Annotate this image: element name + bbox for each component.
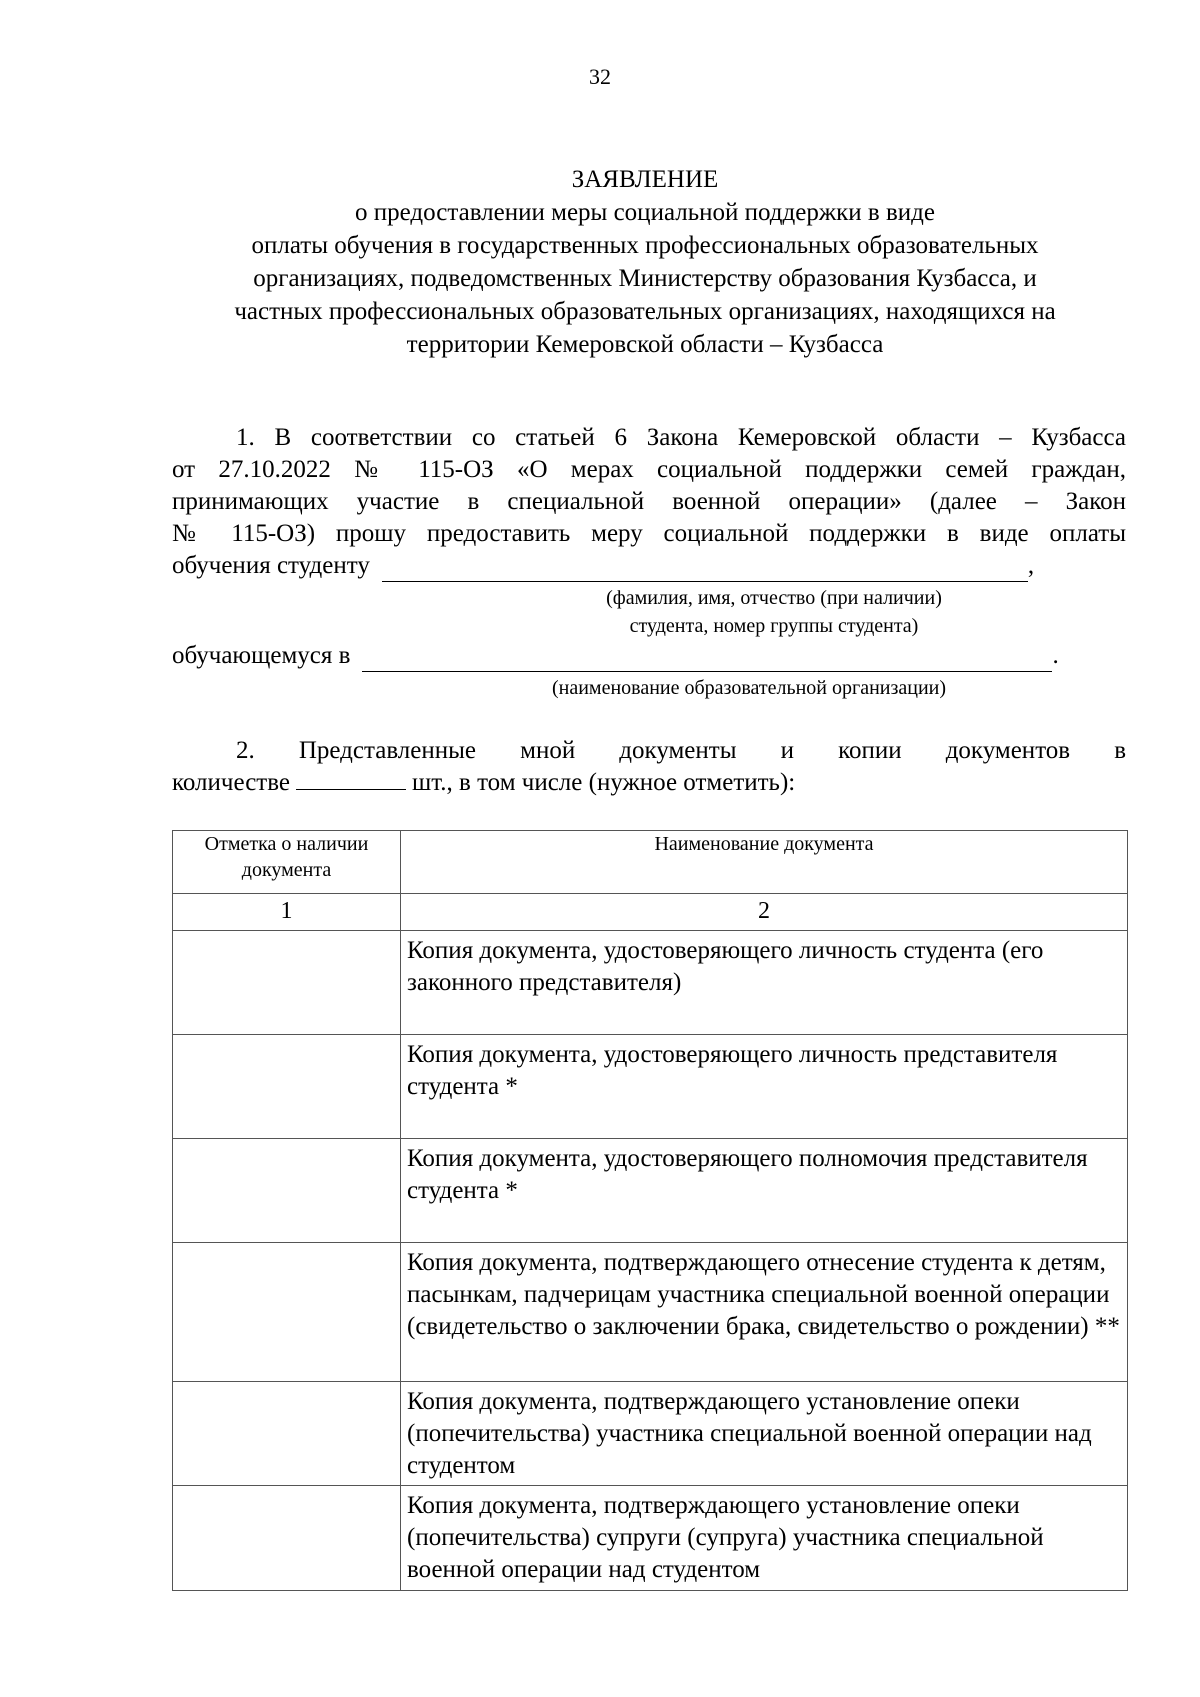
student-field-suffix: , — [1027, 552, 1035, 579]
organization-field-row — [172, 640, 1126, 672]
document-name-cell: Копия документа, подтверждающего установление опеки (попечительства) участника специальной военной операции над студентом — [401, 1382, 1128, 1486]
student-field-caption-2: студента, номер группы студента) — [629, 615, 919, 637]
documents-count-blank[interactable] — [296, 767, 406, 790]
student-field-label: обучения студенту — [172, 552, 370, 579]
document-mark-cell[interactable] — [173, 1243, 401, 1382]
paragraph-line: от 27.10.2022 № 115-ОЗ «О мерах социальной поддержки семей граждан, — [172, 456, 1126, 483]
table-row — [173, 1035, 1128, 1139]
table-row — [173, 1139, 1128, 1243]
paragraph-line: № 115-ОЗ) прошу предоставить меру социальной поддержки в виде оплаты — [172, 520, 1126, 547]
document-name-cell: Копия документа, подтверждающего отнесение студента к детям, пасынкам, падчерицам участника специальной военной операции (свидетельство о заключении брака, свидетельство о рождении) ** — [401, 1243, 1128, 1382]
documents-count-row — [172, 767, 1126, 799]
organization-name-blank[interactable] — [362, 647, 1052, 672]
table-header-row — [173, 831, 1128, 894]
organization-field-label: обучающемуся в — [172, 642, 351, 669]
title-line: о предоставлении меры социальной поддержки в виде — [355, 199, 935, 226]
documents-count-label: количестве — [172, 769, 290, 796]
title-heading: ЗАЯВЛЕНИЕ — [571, 166, 719, 193]
document-mark-cell[interactable] — [173, 1139, 401, 1243]
document-name-cell: Копия документа, удостоверяющего личность представителя студента * — [401, 1035, 1128, 1139]
student-name-blank[interactable] — [382, 557, 1028, 582]
paragraph-1 — [172, 422, 1126, 702]
paragraph-line: 2. Представленные мной документы и копии документов в — [236, 737, 1126, 764]
table-column-number-row — [173, 894, 1128, 931]
document-mark-cell[interactable] — [173, 1382, 401, 1486]
student-field-row — [172, 550, 1126, 582]
paragraph-line: принимающих участие в специальной военной операции» (далее – Закон — [172, 488, 1126, 515]
table-row — [173, 1486, 1128, 1591]
table-row — [173, 1243, 1128, 1382]
paragraph-2 — [172, 735, 1126, 799]
table-row — [173, 1382, 1128, 1486]
header-document-name-column: Наименование документа — [401, 831, 1128, 894]
document-mark-cell[interactable] — [173, 1486, 401, 1591]
header-mark-column: Отметка о наличии документа — [173, 831, 401, 894]
title-line: территории Кемеровской области – Кузбасса — [406, 331, 884, 358]
title-line: оплаты обучения в государственных профессиональных образовательных — [251, 232, 1039, 259]
paragraph-line: 1. В соответствии со статьей 6 Закона Кемеровской области – Кузбасса — [236, 424, 1126, 451]
organization-field-caption: (наименование образовательной организации) — [551, 677, 947, 699]
document-title — [160, 163, 1130, 361]
documents-table — [172, 830, 1128, 1591]
title-line: организациях, подведомственных Министерству образования Кузбасса, и — [253, 265, 1037, 292]
document-name-cell: Копия документа, удостоверяющего полномочия представителя студента * — [401, 1139, 1128, 1243]
document-mark-cell[interactable] — [173, 1035, 401, 1139]
document-mark-cell[interactable] — [173, 931, 401, 1035]
student-field-caption-1: (фамилия, имя, отчество (при наличии) — [606, 587, 942, 609]
documents-count-suffix: шт., в том числе (нужное отметить): — [411, 769, 796, 796]
table-row — [173, 931, 1128, 1035]
document-name-cell: Копия документа, удостоверяющего личность студента (его законного представителя) — [401, 931, 1128, 1035]
column-number: 1 — [173, 894, 401, 931]
document-name-cell: Копия документа, подтверждающего установление опеки (попечительства) супруги (супруга) участника специальной военной операции над студентом — [401, 1486, 1128, 1591]
page-number: 32 — [589, 64, 611, 89]
column-number: 2 — [401, 894, 1128, 931]
organization-field-suffix: . — [1052, 642, 1059, 669]
title-line: частных профессиональных образовательных организациях, находящихся на — [234, 298, 1056, 325]
